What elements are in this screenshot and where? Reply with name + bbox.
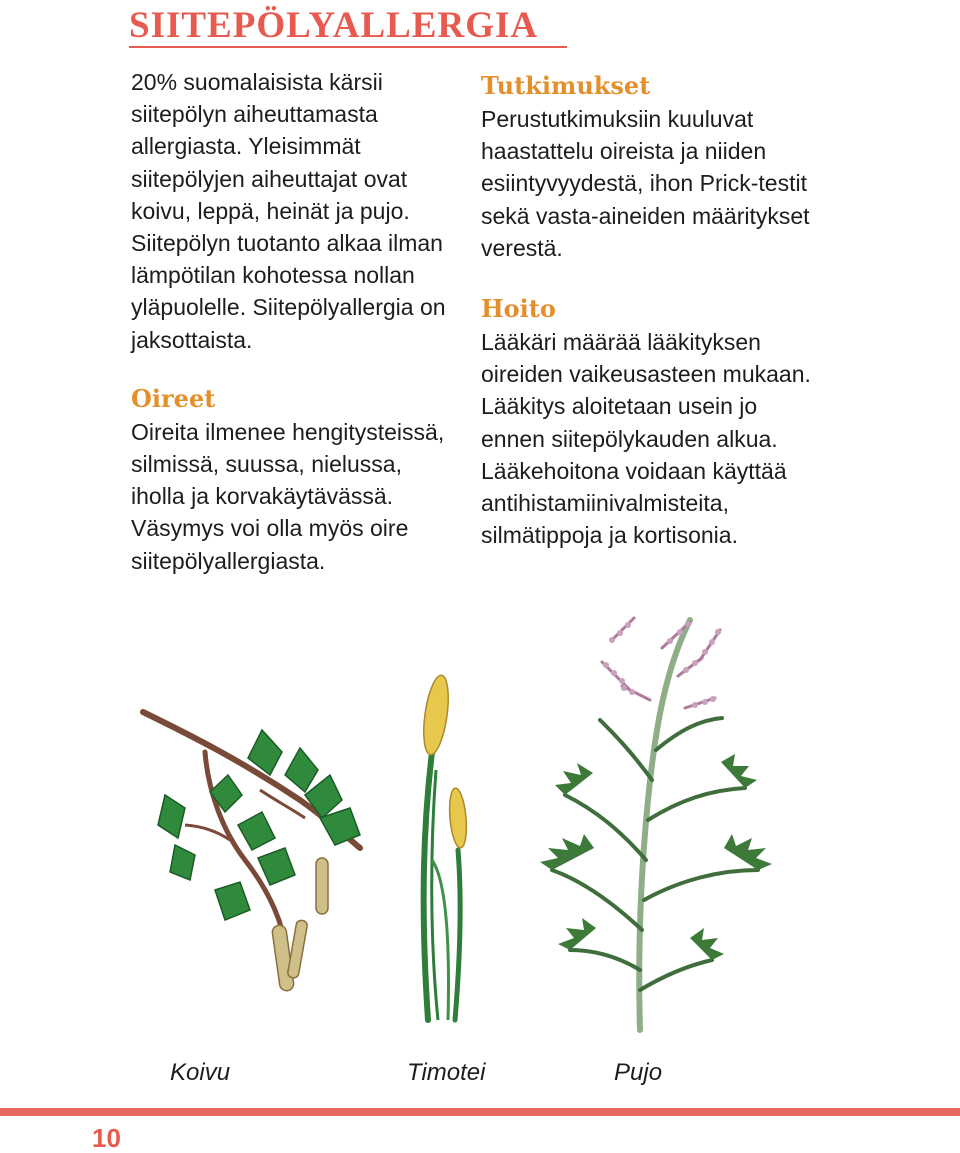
timothy-illustration bbox=[420, 674, 469, 1020]
caption-koivu: Koivu bbox=[170, 1059, 231, 1086]
hoito-heading: Hoito bbox=[481, 294, 556, 324]
page-title: SIITEPÖLYALLERGIA bbox=[129, 5, 539, 46]
oireet-heading: Oireet bbox=[131, 383, 216, 413]
left-column bbox=[131, 66, 451, 577]
caption-pujo: Pujo bbox=[614, 1059, 663, 1086]
birch-illustration bbox=[143, 712, 360, 992]
intro-paragraph: 20% suomalaisista kärsii siitepölyn aiheuttamasta allergiasta. Yleisimmät siitepölyjen aiheuttajat ovat koivu, leppä, heinät ja pujo. Siitepölyn tuotanto alkaa ilman lämpötilan kohotessa nollan yläpuolelle. Siitepölyallergia on jaksottaista. bbox=[131, 69, 446, 353]
mugwort-illustration bbox=[540, 618, 772, 1030]
tutkimukset-paragraph: Perustutkimuksiin kuuluvat haastattelu oireista ja niiden esiintyvyydestä, ihon Prick-testit sekä vasta-aineiden määritykset verestä. bbox=[481, 106, 810, 261]
right-column bbox=[481, 69, 811, 551]
hoito-paragraph: Lääkäri määrää lääkityksen oireiden vaikeusasteen mukaan. Lääkitys aloitetaan usein jo ennen siitepölykauden alkua. Lääkehoitona voidaan käyttää antihistamiinivalmisteita, silmätippoja ja kortisonia. bbox=[481, 329, 811, 549]
tutkimukset-heading: Tutkimukset bbox=[481, 71, 651, 100]
plant-illustrations bbox=[0, 600, 960, 1050]
page-number: 10 bbox=[92, 1123, 121, 1153]
title-underline bbox=[129, 46, 567, 48]
caption-timotei: Timotei bbox=[407, 1059, 486, 1086]
footer-bar bbox=[0, 1108, 960, 1116]
oireet-paragraph: Oireita ilmenee hengitysteissä, silmissä, suussa, nielussa, iholla ja korvakäytävässä. Väsymys voi olla myös oire siitepölyallergiasta. bbox=[131, 418, 445, 574]
